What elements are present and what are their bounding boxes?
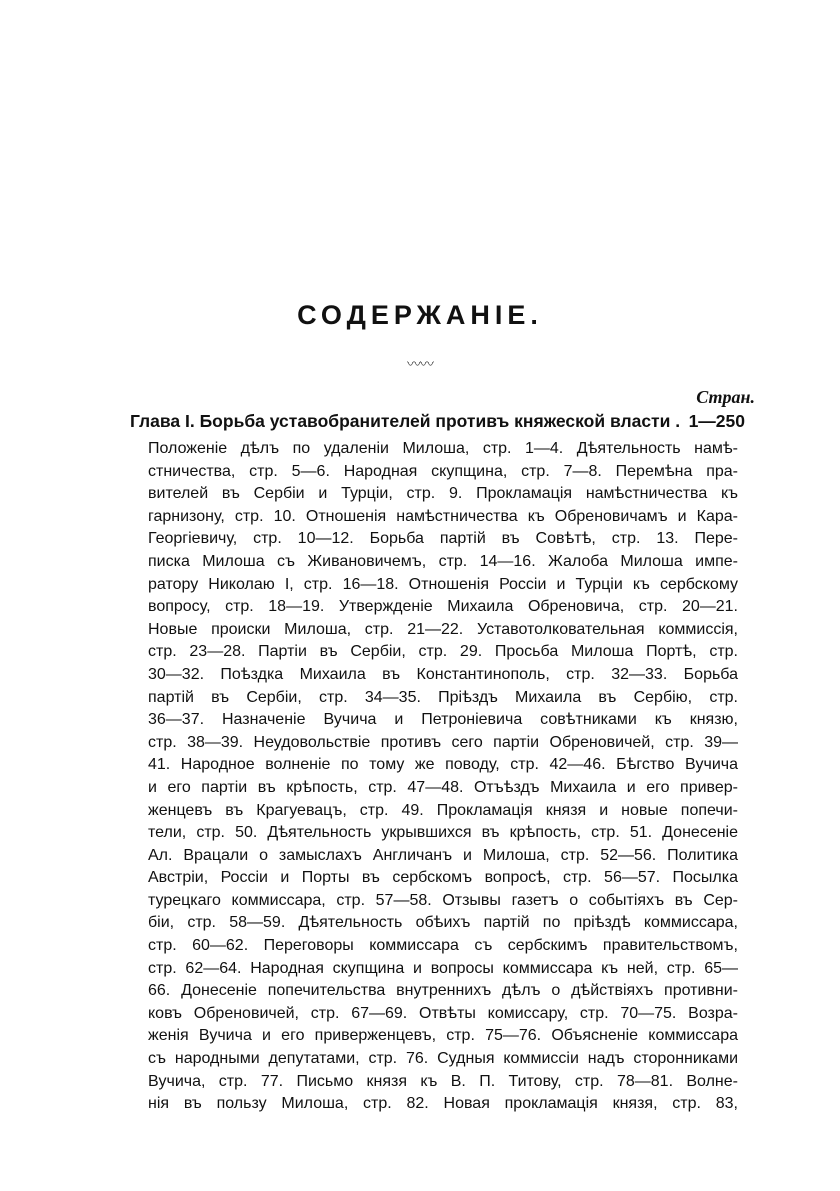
summary-line: 66. Донесеніе попечительства внутреннихъ дѣлъ о дѣйствіяхъ противни- bbox=[148, 982, 738, 1000]
summary-line: Вучича, стр. 77. Письмо князя къ В. П. Титову, стр. 78—81. Волне- bbox=[148, 1072, 738, 1090]
summary-line: съ народными депутатами, стр. 76. Судныя коммиссіи надъ сторонниками bbox=[148, 1050, 738, 1068]
summary-line: біи, стр. 58—59. Дѣятельность обѣихъ партій по пріѣздѣ коммиссара, bbox=[148, 914, 738, 932]
summary-line: ковъ Обреновичей, стр. 67—69. Отвѣты комиссару, стр. 70—75. Возра- bbox=[148, 1004, 738, 1022]
summary-line: женцевъ въ Крагуевацъ, стр. 49. Прокламація князя и новые попечи- bbox=[148, 801, 738, 819]
summary-line: стр. 38—39. Неудовольствіе противъ сего партіи Обреновичей, стр. 39— bbox=[148, 733, 738, 751]
summary-line: вопросу, стр. 18—19. Утвержденіе Михаила Обреновича, стр. 20—21. bbox=[148, 598, 738, 616]
summary-line: гарнизону, стр. 10. Отношенія намѣстничества къ Обреновичамъ и Кара- bbox=[148, 507, 738, 525]
summary-line: 41. Народное волненіе по тому же поводу, стр. 42—46. Бѣгство Вучича bbox=[148, 756, 738, 774]
summary-line: тели, стр. 50. Дѣятельность укрывшихся въ крѣпость, стр. 51. Донесеніе bbox=[148, 824, 738, 842]
summary-line: женія Вучича и его приверженцевъ, стр. 75—76. Объясненіе коммиссара bbox=[148, 1027, 738, 1045]
summary-line: Положеніе дѣлъ по удаленіи Милоша, стр. 1—4. Дѣятельность намѣ- bbox=[148, 440, 738, 457]
summary-line: писка Милоша съ Живановичемъ, стр. 14—16. Жалоба Милоша импе- bbox=[148, 552, 738, 570]
summary-line: стр. 60—62. Переговоры коммиссара съ сербскимъ правительствомъ, bbox=[148, 937, 738, 955]
summary-line: и его партіи въ крѣпость, стр. 47—48. Отъѣздъ Михаила и его привер- bbox=[148, 778, 738, 796]
summary-line: стр. 23—28. Партіи въ Сербіи, стр. 29. Просьба Милоша Портѣ, стр. bbox=[148, 643, 738, 661]
summary-line: стничества, стр. 5—6. Народная скупщина, стр. 7—8. Перемѣна пра- bbox=[148, 462, 738, 480]
summary-line: стр. 62—64. Народная скупщина и вопросы коммиссара къ ней, стр. 65— bbox=[148, 959, 738, 977]
chapter-entry bbox=[130, 411, 745, 432]
summary-line: турецкаго коммиссара, стр. 57—58. Отзывы газетъ о событіяхъ въ Сер- bbox=[148, 891, 738, 909]
summary-line: Новые происки Милоша, стр. 21—22. Уставотолковательная коммиссія, bbox=[148, 620, 738, 638]
summary-line: 30—32. Поѣздка Михаила въ Константинополь, стр. 32—33. Борьба bbox=[148, 665, 738, 683]
chapter-title: Глава I. Борьба уставобранителей противъ княжеской власти . bbox=[130, 411, 681, 431]
page-title: СОДЕРЖАНІЕ. bbox=[297, 300, 543, 330]
summary-line: вителей въ Сербіи и Турціи, стр. 9. Прокламація намѣстничества къ bbox=[148, 485, 738, 503]
summary-line: 36—37. Назначеніе Вучича и Петроніевича совѣтниками къ князю, bbox=[148, 711, 738, 729]
chapter-pages: 1—250 bbox=[688, 411, 745, 431]
summary-line: ратору Николаю I, стр. 16—18. Отношенія Россіи и Турціи къ сербскому bbox=[148, 575, 738, 593]
decorative-ornament: 〰〰 bbox=[407, 358, 433, 373]
chapter-summary bbox=[148, 438, 738, 1116]
summary-line: Георгіевичу, стр. 10—12. Борьба партій въ Совѣтѣ, стр. 13. Пере- bbox=[148, 530, 738, 548]
page-column-header: Стран. bbox=[696, 387, 755, 407]
summary-line: Ал. Врацали о замыслахъ Англичанъ и Милоша, стр. 52—56. Политика bbox=[148, 846, 738, 864]
summary-line: партій въ Сербіи, стр. 34—35. Пріѣздъ Михаила въ Сербію, стр. bbox=[148, 688, 738, 706]
summary-line: нія въ пользу Милоша, стр. 82. Новая прокламація князя, стр. 83, bbox=[148, 1095, 738, 1113]
summary-line: Австріи, Россіи и Порты въ сербскомъ вопросѣ, стр. 56—57. Посылка bbox=[148, 869, 738, 887]
